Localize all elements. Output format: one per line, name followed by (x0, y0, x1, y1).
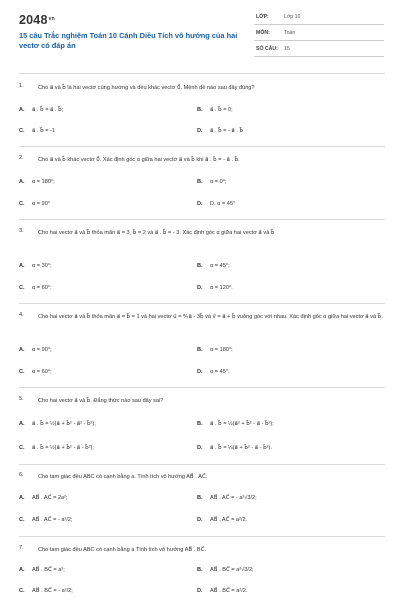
option-letter: B. (197, 107, 203, 113)
option-c[interactable] (19, 201, 50, 207)
divider (19, 219, 385, 220)
logo-suffix: vn (48, 16, 55, 22)
question-text: Cho tam giác đều ABC có cạnh bằng a. Tính tích vô hướng AB⃗ . AC⃗. (38, 474, 208, 480)
divider (19, 303, 385, 304)
option-letter: D. (197, 369, 203, 375)
option-letter: D. (197, 588, 203, 594)
option-letter: B. (197, 567, 203, 573)
option-text: AB⃗ . BC⃗ = a²/2. (210, 588, 248, 594)
option-text: α = 180°; (32, 179, 55, 185)
divider (19, 146, 385, 147)
option-c[interactable] (19, 369, 52, 375)
option-text: AB⃗ . BC⃗ = - a²/2; (32, 588, 73, 594)
question-text: Cho hai vectơ a⃗ và b⃗ thỏa mãn a⃗ = 3, b⃗ = 2 và a⃗ . b⃗ = - 3. Xác định góc α giữa hai vectơ a⃗ và b⃗ (38, 230, 275, 236)
question-number: 5. (19, 396, 24, 402)
option-letter: B. (197, 263, 203, 269)
option-text: a⃗ . b⃗ = ½(a⃗ + b⃗² - a⃗² - b⃗²); (32, 421, 96, 427)
option-letter: A. (19, 347, 25, 353)
option-letter: A. (19, 421, 25, 427)
divider (19, 387, 385, 388)
option-letter: A. (19, 263, 25, 269)
option-a[interactable] (19, 495, 68, 501)
logo-text: 2048 (19, 13, 48, 27)
option-text: α = 60°; (32, 369, 52, 375)
question-text: Cho hai vectơ a⃗ và b⃗ thỏa mãn a⃗ = b⃗ = 1 và hai vectơ u⃗ = ⅖a⃗ - 3b⃗ và v⃗ = a⃗ + b⃗ vuông góc với nhau. Xác định góc α giữa hai vectơ a⃗ và b⃗. (38, 314, 383, 320)
meta-key: SỐ CÂU: (256, 46, 278, 52)
option-text: α = 180°; (210, 347, 233, 353)
option-text: α = 90° (32, 201, 51, 207)
page-title: 15 câu Trắc nghiệm Toán 10 Cánh Diều Tích vô hướng của hai vectơ có đáp án (19, 31, 238, 50)
option-text: a⃗ . b⃗ = - a⃗ . b⃗ (210, 128, 244, 134)
meta-value: Lớp 10 (284, 14, 301, 20)
option-text: AB⃗ . AC⃗ = 2a²; (32, 495, 68, 501)
option-text: a⃗ . b⃗ = a⃗ . b⃗; (32, 107, 64, 113)
option-letter: A. (19, 495, 25, 501)
option-text: α = 120°. (210, 285, 233, 291)
option-letter: C. (19, 517, 25, 523)
option-letter: B. (197, 347, 203, 353)
option-text: a⃗ . b⃗ = -1 (32, 128, 55, 134)
option-text: a⃗ . b⃗ = ½(a⃗ + b⃗² - a⃗ - b⃗²); (32, 445, 94, 451)
question-number: 2. (19, 155, 24, 161)
option-text: α = 90°; (32, 347, 52, 353)
option-c[interactable] (19, 445, 94, 451)
question-number: 3. (19, 228, 24, 234)
question-text: Cho hai vectơ a⃗ và b⃗. Đẳng thức nào sau đây sai? (38, 398, 164, 404)
option-b[interactable] (197, 567, 254, 573)
option-letter: A. (19, 107, 25, 113)
option-c[interactable] (19, 517, 73, 523)
option-d[interactable] (197, 128, 243, 134)
site-logo[interactable] (19, 13, 55, 27)
option-b[interactable] (197, 263, 230, 269)
option-text: AB⃗ . AC⃗ = a²/2. (210, 517, 248, 523)
option-text: AB⃗ . AC⃗ = - a²√3/2; (210, 495, 257, 501)
divider (19, 73, 385, 74)
option-text: α = 30°; (32, 263, 52, 269)
meta-key: MÔN: (256, 30, 270, 36)
question-number: 6. (19, 472, 24, 478)
option-letter: B. (197, 179, 203, 185)
option-d[interactable] (197, 445, 272, 451)
option-a[interactable] (19, 347, 52, 353)
option-a[interactable] (19, 107, 63, 113)
option-a[interactable] (19, 567, 65, 573)
question-text: Cho tam giác đều ABC có cạnh bằng a Tính tích vô hướng AB⃗ . BC⃗. (38, 547, 207, 553)
option-letter: C. (19, 588, 25, 594)
option-letter: B. (197, 495, 203, 501)
option-d[interactable] (197, 517, 247, 523)
option-letter: B. (197, 421, 203, 427)
option-a[interactable] (19, 421, 96, 427)
option-a[interactable] (19, 263, 52, 269)
option-b[interactable] (197, 347, 233, 353)
option-d[interactable] (197, 201, 235, 207)
option-b[interactable] (197, 495, 257, 501)
option-letter: C. (19, 445, 25, 451)
option-letter: D. (197, 445, 203, 451)
option-letter: D. (197, 517, 203, 523)
option-text: a⃗ . b⃗ = ¼(a⃗ + b⃗² - a⃗ - b⃗²). (210, 445, 272, 451)
option-d[interactable] (197, 285, 233, 291)
option-letter: A. (19, 179, 25, 185)
option-letter: D. (197, 201, 203, 207)
option-letter: A. (19, 567, 25, 573)
question-text: Cho a⃗ và b⃗ khác vectơ 0⃗. Xác định góc α giữa hai vectơ a⃗ và b⃗ khi a⃗ . b⃗ = - a⃗ . b⃗. (38, 157, 240, 163)
option-a[interactable] (19, 179, 55, 185)
option-d[interactable] (197, 588, 247, 594)
option-letter: C. (19, 201, 25, 207)
meta-row-class (254, 10, 384, 25)
option-c[interactable] (19, 588, 73, 594)
option-c[interactable] (19, 128, 55, 134)
option-letter: C. (19, 128, 25, 134)
option-text: D. α = 45° (210, 201, 236, 207)
question-text: Cho a⃗ và b⃗ là hai vectơ cùng hướng và đều khác vectơ 0⃗. Mệnh đề nào sau đây đúng? (38, 85, 255, 91)
question-number: 7. (19, 545, 24, 551)
option-b[interactable] (197, 421, 274, 427)
question-number: 1. (19, 83, 24, 89)
option-text: AB⃗ . BC⃗ = a²; (32, 567, 65, 573)
option-letter: D. (197, 128, 203, 134)
option-d[interactable] (197, 369, 230, 375)
option-text: AB⃗ . AC⃗ = - a²/2; (32, 517, 73, 523)
divider (19, 464, 385, 465)
document-header (0, 0, 400, 72)
meta-row-subject (254, 26, 384, 41)
divider (19, 536, 385, 537)
meta-key: LỚP: (256, 14, 269, 20)
option-text: a⃗ . b⃗ = 0; (210, 107, 233, 113)
option-b[interactable] (197, 179, 227, 185)
option-letter: C. (19, 369, 25, 375)
option-letter: C. (19, 285, 25, 291)
option-b[interactable] (197, 107, 233, 113)
option-text: α = 0°; (210, 179, 227, 185)
meta-row-count (254, 42, 384, 57)
question-number: 4. (19, 312, 24, 318)
option-letter: D. (197, 285, 203, 291)
option-text: α = 45°; (210, 263, 230, 269)
meta-value: 15 (284, 46, 290, 52)
meta-value: Toán (284, 30, 296, 36)
option-text: α = 45°. (210, 369, 230, 375)
option-text: α = 60°; (32, 285, 52, 291)
option-c[interactable] (19, 285, 52, 291)
option-text: AB⃗ . BC⃗ = a²√3/2; (210, 567, 254, 573)
option-text: a⃗ . b⃗ = ½(a⃗² + b⃗² - a⃗ - b⃗²); (210, 421, 274, 427)
